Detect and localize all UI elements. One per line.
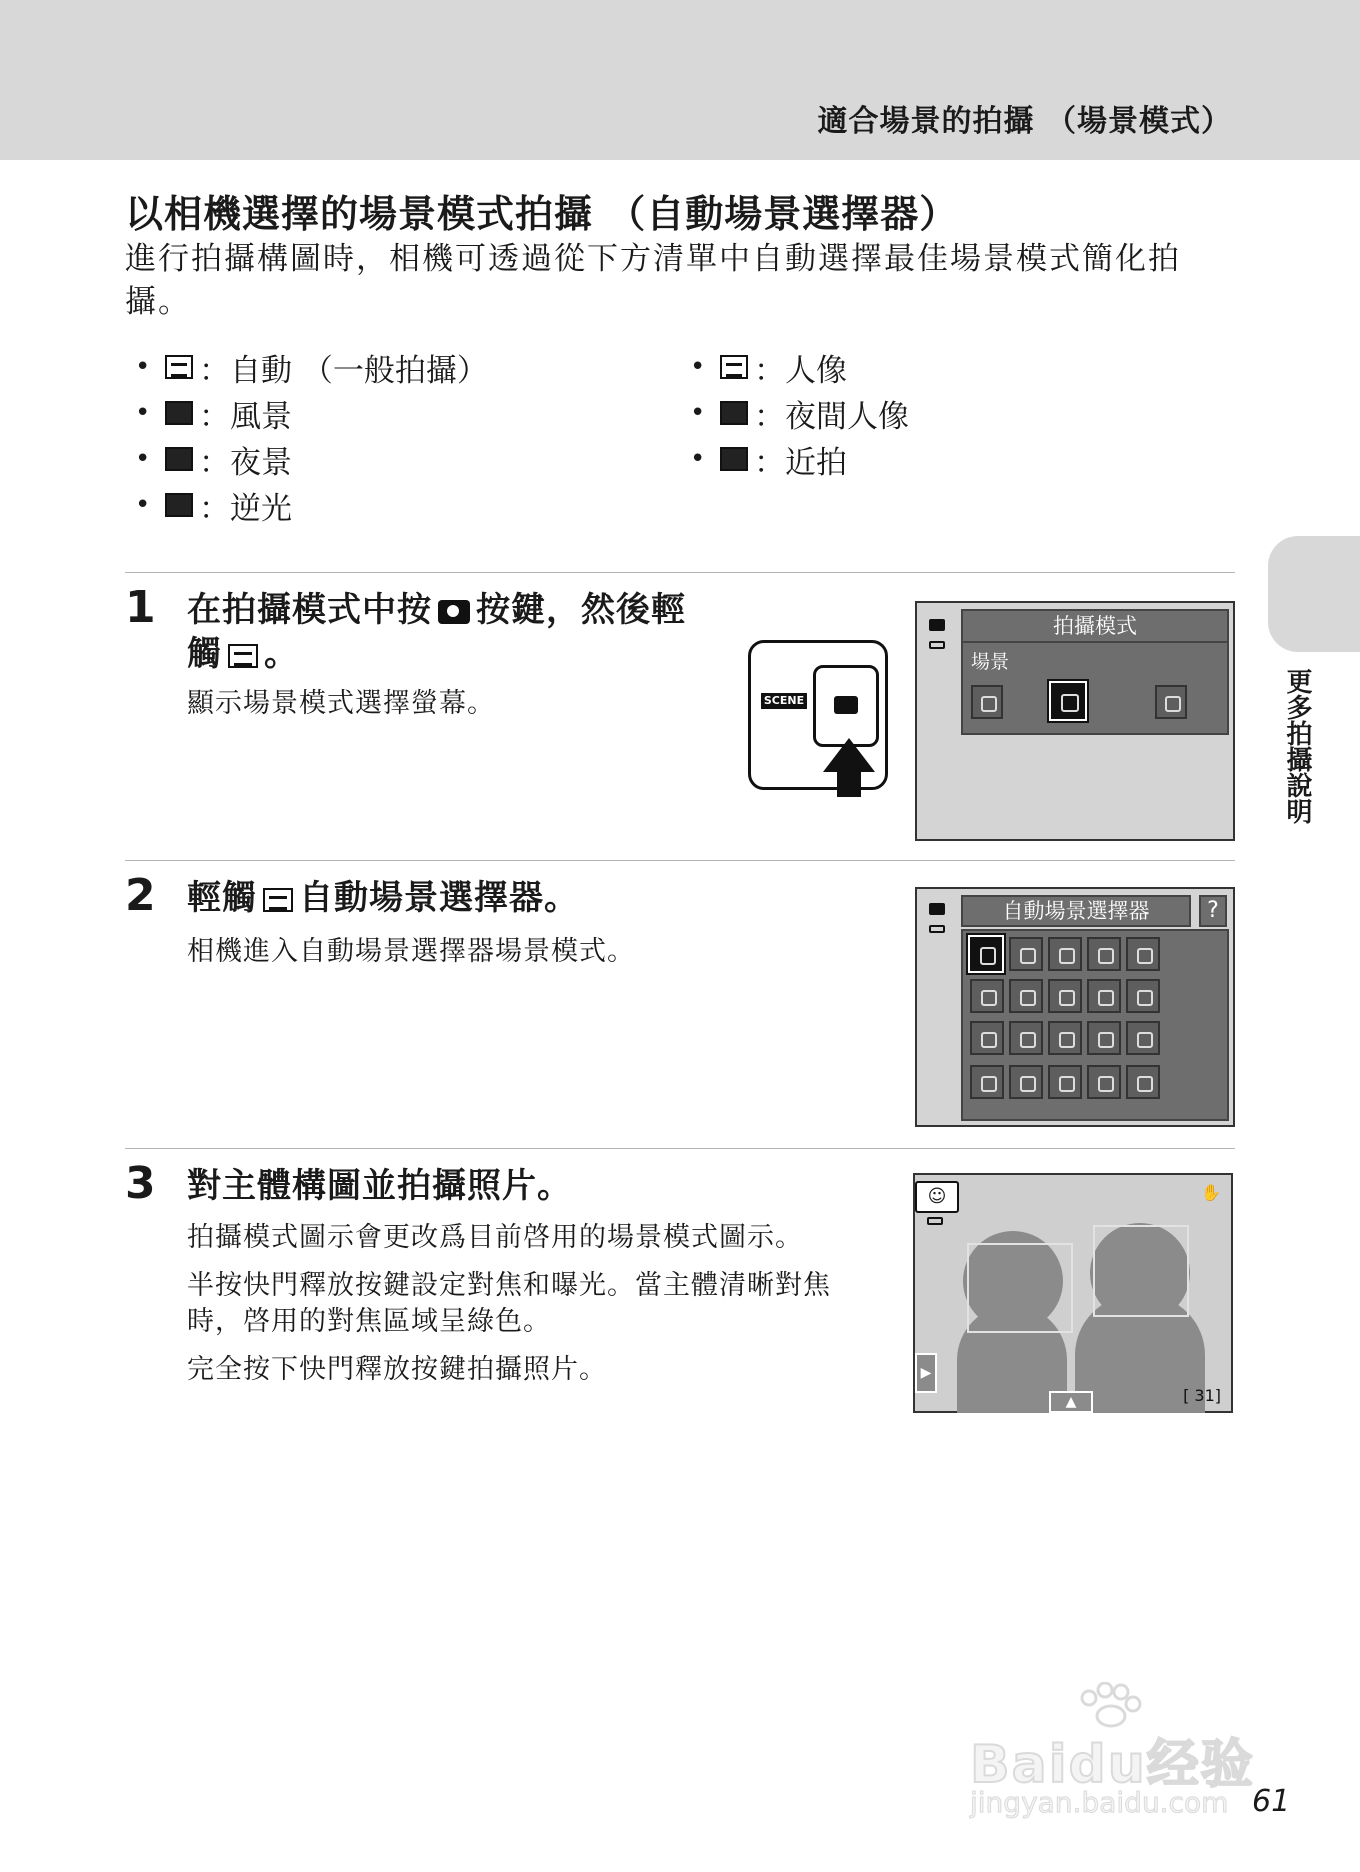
step-title: 對主體構圖並拍攝照片。 xyxy=(187,1166,572,1206)
divider xyxy=(125,572,1235,573)
focus-area xyxy=(967,1243,1073,1333)
lcd-screen-live-view xyxy=(913,1173,1233,1413)
mode-panel xyxy=(961,643,1229,735)
backlight-icon xyxy=(165,493,193,517)
close-up-icon xyxy=(720,447,748,471)
landscape-icon xyxy=(165,401,193,425)
portrait-icon xyxy=(720,355,748,379)
step-title: 在拍攝模式中按 按鍵，然後輕 觸 。 xyxy=(187,590,686,674)
list-item: • ：近拍 xyxy=(690,444,847,481)
fireworks-icon[interactable] xyxy=(1126,1021,1160,1055)
scene-auto-icon[interactable] xyxy=(968,935,1004,973)
playback-tab[interactable]: ▶ xyxy=(915,1353,937,1393)
food-icon[interactable] xyxy=(1048,1021,1082,1055)
intro-paragraph: 進行拍攝構圖時，相機可透過從下方清單中自動選擇最佳場景模式簡化拍攝。 xyxy=(125,241,1181,320)
camera-body-illustration xyxy=(748,640,888,790)
arrow-stem xyxy=(837,771,861,797)
divider xyxy=(125,860,1235,861)
step-description: 半按快門釋放按鍵設定對焦和曝光。當主體清晰對焦時，啓用的對焦區域呈綠色。 xyxy=(187,1270,831,1337)
battery-icon xyxy=(927,1217,943,1225)
smart-portrait-icon[interactable] xyxy=(1155,685,1187,719)
battery-icon xyxy=(929,641,945,649)
chapter-tab xyxy=(1268,536,1360,652)
sports-icon[interactable] xyxy=(1087,937,1121,971)
step-description: 相機進入自動場景選擇器場景模式。 xyxy=(187,936,635,967)
dawn-dusk-icon[interactable] xyxy=(1126,979,1160,1013)
chapter-label: 更多拍攝說明 xyxy=(1282,668,1312,824)
header-title: 適合場景的拍攝 （場景模式） xyxy=(817,104,1232,139)
copy-icon[interactable] xyxy=(970,1065,1004,1099)
focus-area xyxy=(1093,1225,1189,1317)
step-description: 拍攝模式圖示會更改爲目前啓用的場景模式圖示。 xyxy=(187,1222,803,1253)
close-up-icon[interactable] xyxy=(1009,1021,1043,1055)
scene-mode-icon[interactable] xyxy=(1049,681,1087,721)
panel-label: 場景 xyxy=(971,651,1010,673)
party-icon[interactable] xyxy=(970,979,1004,1013)
camera-icon xyxy=(834,696,858,714)
screen-title: 拍攝模式 xyxy=(961,609,1229,643)
beach-icon[interactable] xyxy=(1009,979,1043,1013)
camera-icon xyxy=(929,619,945,631)
panorama-icon[interactable] xyxy=(1087,1065,1121,1099)
snow-icon[interactable] xyxy=(1048,979,1082,1013)
night-landscape-icon xyxy=(165,447,193,471)
list-item: • ：逆光 xyxy=(135,490,292,527)
mode-list-right xyxy=(690,344,909,482)
backlight-icon[interactable] xyxy=(1048,1065,1082,1099)
list-item: • ：夜景 xyxy=(135,444,292,481)
section-title: 以相機選擇的場景模式拍攝 （自動場景選擇器） xyxy=(125,192,959,236)
scene-auto-icon xyxy=(263,888,293,912)
scene-button: SCENE xyxy=(761,693,807,709)
pet-portrait-icon[interactable] xyxy=(1126,1065,1160,1099)
divider xyxy=(125,1148,1235,1149)
watermark-site: jingyan.baidu.com xyxy=(970,1786,1229,1819)
step-number: 3 xyxy=(125,1158,156,1209)
exposure-count: [ 31] xyxy=(1183,1386,1221,1405)
list-item: • ：人像 xyxy=(690,352,847,389)
scene-auto-icon xyxy=(165,355,193,379)
watermark xyxy=(960,1682,1280,1822)
landscape-icon[interactable] xyxy=(1048,937,1082,971)
vibration-reduction-icon: ✋ xyxy=(1201,1183,1221,1202)
scene-icon xyxy=(228,644,258,668)
step-number: 1 xyxy=(125,582,156,633)
list-item: • ：夜間人像 xyxy=(690,398,909,435)
lcd-screen-shooting-mode xyxy=(915,601,1235,841)
list-item: • ：自動 （一般拍攝） xyxy=(135,352,488,389)
menu-tab[interactable]: ▲ xyxy=(1049,1391,1093,1413)
help-button[interactable]: ? xyxy=(1199,895,1227,927)
night-portrait-icon[interactable] xyxy=(1126,937,1160,971)
draw-icon[interactable] xyxy=(1009,1065,1043,1099)
watermark-brand: Baidu经验 xyxy=(970,1735,1255,1795)
museum-icon[interactable] xyxy=(1087,1021,1121,1055)
list-item: • ：風景 xyxy=(135,398,292,435)
camera-icon xyxy=(929,903,945,915)
battery-icon xyxy=(929,925,945,933)
step-number: 2 xyxy=(125,870,156,921)
step-description: 完全按下快門釋放按鍵拍攝照片。 xyxy=(187,1354,607,1385)
step-description: 顯示場景模式選擇螢幕。 xyxy=(187,688,495,719)
night-landscape-icon[interactable] xyxy=(970,1021,1004,1055)
lcd-screen-scene-auto-selector xyxy=(915,887,1235,1127)
portrait-icon[interactable] xyxy=(1009,937,1043,971)
sunset-icon[interactable] xyxy=(1087,979,1121,1013)
scene-grid xyxy=(961,929,1229,1121)
step-title: 輕觸 自動場景選擇器。 xyxy=(187,878,579,918)
arrow-up-icon xyxy=(823,738,875,772)
page-number: 61 xyxy=(1252,1784,1291,1819)
shooting-mode-button xyxy=(813,665,879,747)
auto-mode-icon[interactable] xyxy=(971,685,1003,719)
camera-icon xyxy=(438,600,470,624)
night-portrait-icon xyxy=(720,401,748,425)
mode-list-left xyxy=(135,344,488,528)
screen-title: 自動場景選擇器 xyxy=(961,895,1191,927)
portrait-icon: ☺ xyxy=(915,1181,959,1213)
